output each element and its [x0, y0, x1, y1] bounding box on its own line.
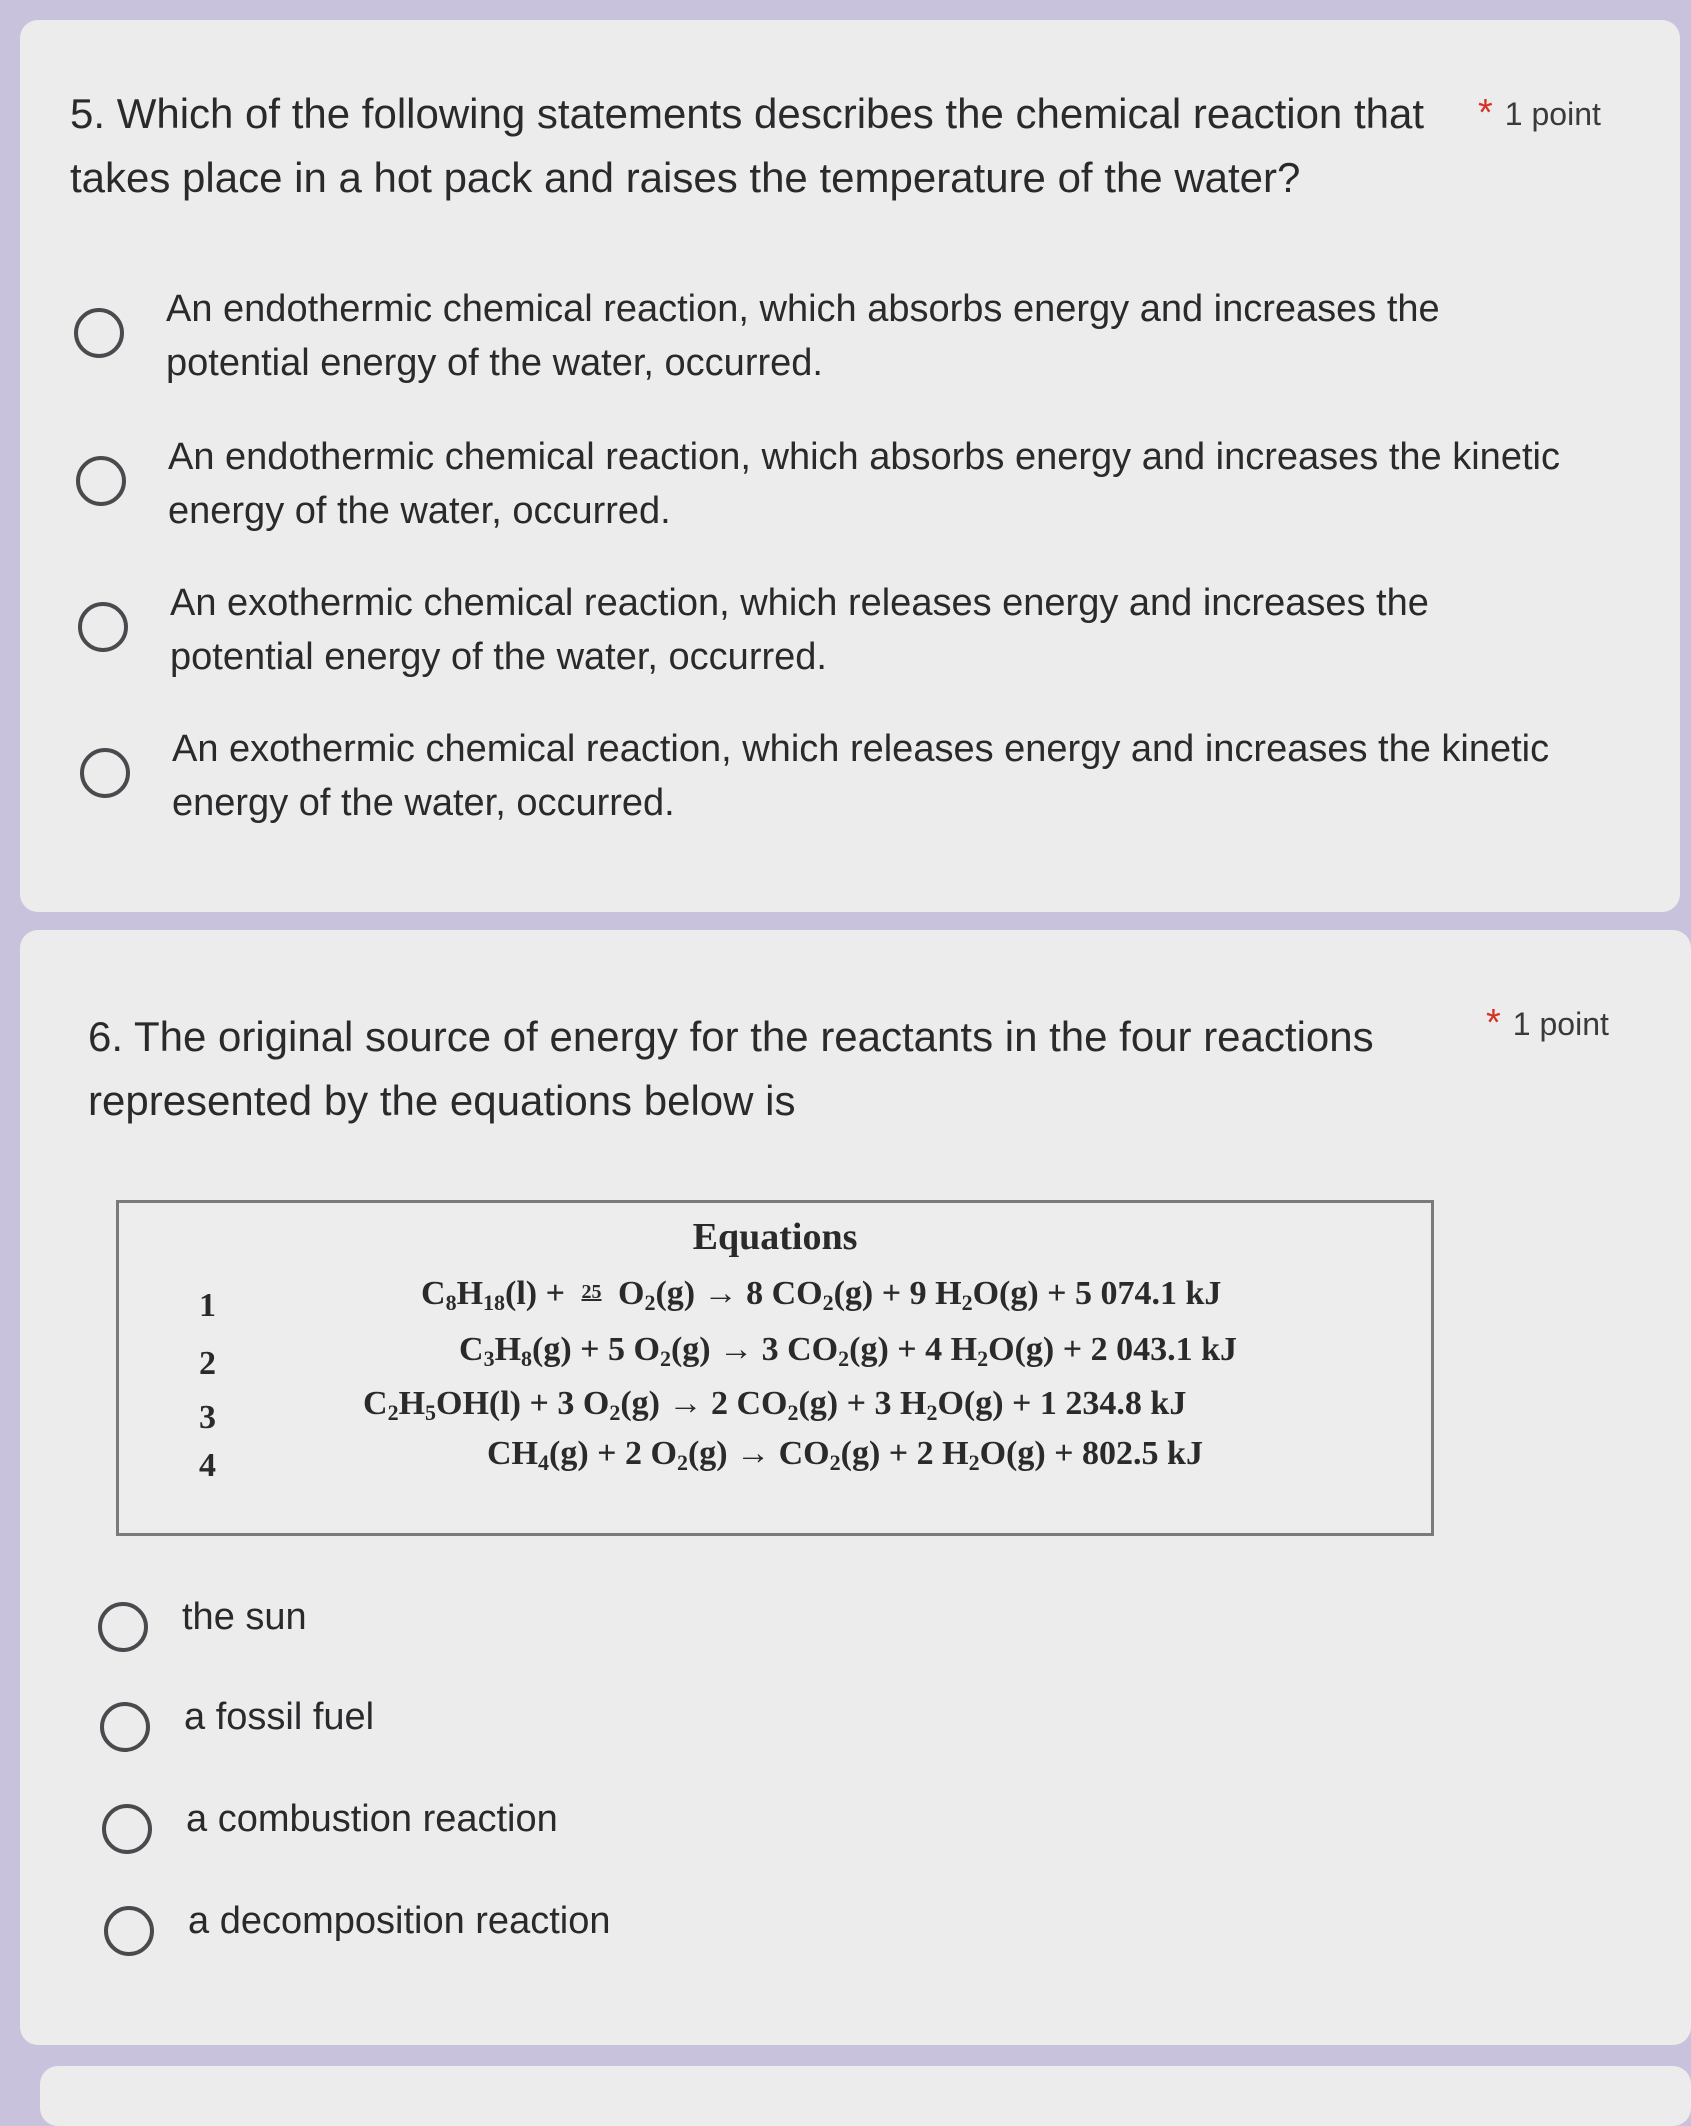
- radio-button[interactable]: [78, 602, 128, 652]
- radio-button[interactable]: [98, 1602, 148, 1652]
- question-6-option-2[interactable]: [100, 1690, 374, 1752]
- question-5-option-4[interactable]: [80, 722, 1632, 830]
- equations-title: Equations: [692, 1216, 858, 1258]
- points-label: 1 point: [1504, 96, 1601, 132]
- question-6-option-4[interactable]: [104, 1894, 610, 1956]
- option-label: a fossil fuel: [184, 1696, 375, 1738]
- option-label: An exothermic chemical reaction, which releases energy and increases the potential energy of the water, occurred.: [170, 582, 1429, 678]
- option-label: a decomposition reaction: [188, 1900, 611, 1942]
- equation-number: 3: [199, 1399, 216, 1436]
- radio-button[interactable]: [80, 748, 130, 798]
- radio-button[interactable]: [74, 308, 124, 358]
- question-6-option-3[interactable]: [102, 1792, 558, 1854]
- points-label: 1 point: [1512, 1006, 1609, 1042]
- question-5-option-2[interactable]: [76, 430, 1628, 538]
- equations-table-image: [116, 1200, 1434, 1536]
- question-5-points: [1478, 92, 1601, 135]
- option-label: the sun: [182, 1596, 307, 1638]
- option-label: An endothermic chemical reaction, which absorbs energy and increases the kinetic energy of the water, occurred.: [168, 436, 1560, 532]
- question-6-title: 6. The original source of energy for the reactants in the four reactions represented by the equations below is: [88, 1013, 1374, 1124]
- radio-button[interactable]: [104, 1906, 154, 1956]
- radio-button[interactable]: [102, 1804, 152, 1854]
- question-5-option-3[interactable]: [78, 576, 1570, 684]
- next-question-card: [40, 2066, 1691, 2126]
- equation-2: $C_3H_8(g) + 5$ $O_2(g) \to 3$ $CO_2(g) + 4$ $H_2O(g) + 2$ 043.1 kJ: [459, 1331, 1237, 1371]
- equation-number: 4: [199, 1447, 216, 1484]
- equation-1: $C_8H_{18}(l) + 25$ $O_2(g) \to 8$ $CO_2(g) + 9$ $H_2O(g) + 5$ 074.1 kJ: [421, 1275, 1222, 1315]
- equation-number: 2: [199, 1345, 216, 1382]
- required-asterisk: *: [1486, 1002, 1501, 1044]
- option-label: a combustion reaction: [186, 1798, 558, 1840]
- equation-3: $C_2H_5OH(l) + 3$ $O_2(g) \to 2$ $CO_2(g) + 3$ $H_2O(g) + 1$ 234.8 kJ: [363, 1385, 1187, 1425]
- radio-button[interactable]: [100, 1702, 150, 1752]
- required-asterisk: *: [1478, 92, 1493, 134]
- option-label: An endothermic chemical reaction, which absorbs energy and increases the potential energy of the water, occurred.: [166, 288, 1440, 384]
- question-6-option-1[interactable]: [98, 1590, 307, 1652]
- equation-number: 1: [199, 1287, 216, 1324]
- option-label: An exothermic chemical reaction, which releases energy and increases the kinetic energy of the water, occurred.: [172, 728, 1550, 824]
- fraction-coefficient: 25: [581, 1281, 602, 1303]
- question-5-option-1[interactable]: [74, 282, 1586, 390]
- radio-button[interactable]: [76, 456, 126, 506]
- question-6-points: [1486, 1002, 1609, 1045]
- question-5-title: 5. Which of the following statements describes the chemical reaction that takes place in a hot pack and raises the temperature of the water?: [70, 90, 1425, 201]
- equation-4: $CH_4(g) + 2$ $O_2(g) \to CO_2(g) + 2$ $H_2O(g) + 802.5$ kJ: [487, 1435, 1203, 1475]
